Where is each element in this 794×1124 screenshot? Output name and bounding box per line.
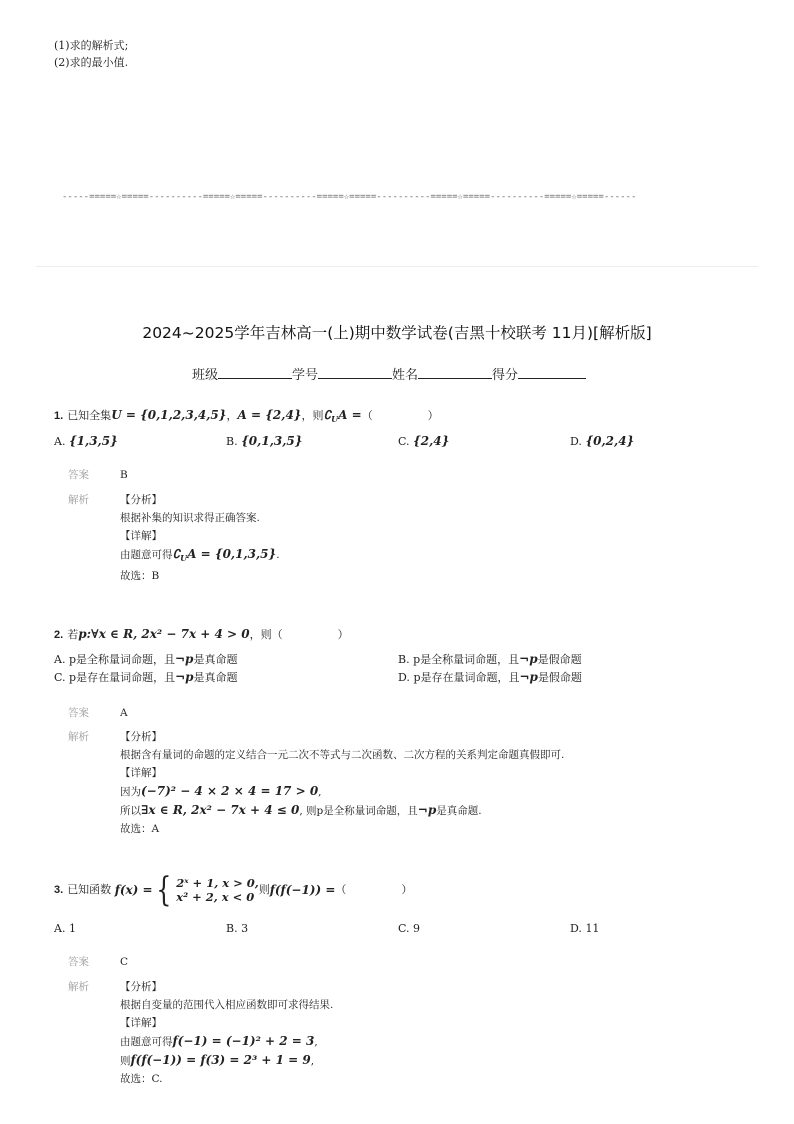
- option-text: {0,2,4}: [585, 434, 635, 448]
- option-b[interactable]: [226, 433, 302, 450]
- answer-label: 答案: [68, 707, 89, 719]
- conclusion: 故选：C.: [120, 1073, 163, 1085]
- student-info-line: [192, 364, 586, 383]
- page-divider: [36, 266, 758, 267]
- option-c[interactable]: C. p是存在量词命题，且¬p是真命题: [54, 670, 238, 684]
- analysis-heading: 【分析】: [120, 494, 162, 506]
- analysis-text: 根据自变量的范围代入相应函数即可求得结果.: [120, 999, 334, 1011]
- stem-text: 已知函数: [67, 883, 112, 896]
- score-label: 得分: [492, 368, 519, 383]
- decorative-separator: -----=====☆=====----------=====☆=====----------=====☆=====----------=====☆=====----------=====☆=====------: [62, 192, 637, 202]
- option-d[interactable]: D. 11: [570, 922, 600, 935]
- detail-line: 所以∃x ∈ R, 2x² − 7x + 4 ≤ 0, 则p是全称量词命题，且¬p是真命题.: [120, 803, 482, 817]
- option-c[interactable]: [398, 433, 449, 450]
- option-letter: D.: [570, 435, 582, 448]
- option-c[interactable]: C. 9: [398, 922, 421, 935]
- analysis-label: 解析: [68, 981, 89, 993]
- question-number: 2.: [54, 629, 64, 641]
- option-a[interactable]: [54, 433, 118, 450]
- analysis-block: [120, 491, 280, 585]
- analysis-text: 根据补集的知识求得正确答案.: [120, 512, 260, 524]
- analysis-heading: 【分析】: [120, 731, 162, 743]
- detail-line: 因为(−7)² − 4 × 2 × 4 = 17 > 0,: [120, 784, 322, 798]
- question-2-stem: [54, 625, 349, 644]
- brace-icon: {: [155, 870, 171, 910]
- top-part-2: (2)求的最小值.: [54, 56, 129, 69]
- conclusion: 故选：A: [120, 823, 160, 835]
- option-letter: C.: [398, 435, 410, 448]
- option-d[interactable]: [570, 433, 634, 450]
- detail-heading: 【详解】: [120, 1017, 162, 1029]
- option-b[interactable]: B. p是全称量词命题，且¬p是假命题: [398, 652, 582, 666]
- set-u: U = {0,1,2,3,4,5}: [111, 408, 227, 422]
- answer-label: 答案: [68, 469, 89, 481]
- top-part-1: (1)求的解析式;: [54, 39, 129, 52]
- class-label: 班级: [192, 368, 219, 383]
- option-a[interactable]: A. p是全称量词命题，且¬p是真命题: [54, 652, 238, 666]
- analysis-label: 解析: [68, 731, 89, 743]
- option-letter: B.: [226, 435, 238, 448]
- option-b[interactable]: B. 3: [226, 922, 249, 935]
- set-a: A = {2,4}: [237, 408, 302, 422]
- complement-symbol: ∁: [323, 408, 332, 422]
- answer-paren: （ ）: [361, 409, 439, 422]
- stem-text: ，则: [301, 409, 324, 422]
- id-blank[interactable]: [318, 366, 392, 379]
- question-number: 1.: [54, 410, 64, 422]
- answer-value: A: [120, 707, 128, 719]
- detail-heading: 【详解】: [120, 530, 162, 542]
- option-d[interactable]: D. p是存在量词命题，且¬p是假命题: [398, 670, 582, 684]
- question-3-stem: [54, 870, 413, 910]
- case-1: 2ˣ + 1, x > 0,: [176, 876, 259, 890]
- stem-text: 则: [258, 883, 270, 896]
- class-blank[interactable]: [218, 366, 292, 379]
- stem-text: ，: [226, 409, 238, 422]
- analysis-label: 解析: [68, 494, 89, 506]
- analysis-block: [120, 978, 333, 1088]
- option-letter: A.: [54, 435, 66, 448]
- analysis-text: 根据含有量词的命题的定义结合一元二次不等式与二次函数、二次方程的关系判定命题真假即可.: [120, 749, 565, 761]
- option-text: {0,1,3,5}: [241, 434, 303, 448]
- exam-title: 2024~2025学年吉林高一(上)期中数学试卷(吉黑十校联考 11月)[解析版]: [142, 324, 652, 342]
- id-label: 学号: [292, 368, 319, 383]
- detail-line: 由题意可得$∁_UA = \{0,1,3,5\}$.: [120, 547, 280, 564]
- question-1-stem: [54, 406, 439, 428]
- answer-value: C: [120, 956, 129, 968]
- stem-text: 若: [67, 628, 79, 641]
- question-number: 3.: [54, 884, 64, 896]
- case-2: x² + 2, x < 0: [176, 890, 255, 904]
- composite-expr: f(f(−1)) =: [269, 883, 336, 897]
- name-label: 姓名: [392, 368, 419, 383]
- answer-paren: （ ）: [335, 883, 413, 896]
- option-a[interactable]: A. 1: [54, 922, 76, 935]
- detail-line: 由题意可得f(−1) = (−1)² + 2 = 3,: [120, 1034, 318, 1048]
- var-a: A =: [338, 408, 362, 422]
- answer-label: 答案: [68, 956, 89, 968]
- conclusion: 故选：B: [120, 570, 160, 583]
- detail-heading: 【详解】: [120, 767, 162, 779]
- option-text: {2,4}: [413, 434, 450, 448]
- stem-text: ，则（ ）: [249, 628, 349, 641]
- answer-value: B: [120, 469, 128, 481]
- score-blank[interactable]: [518, 366, 586, 379]
- detail-line: 则f(f(−1)) = f(3) = 2³ + 1 = 9,: [120, 1053, 315, 1067]
- option-text: {1,3,5}: [68, 434, 118, 448]
- analysis-block: [120, 728, 564, 838]
- piecewise-function: [153, 870, 259, 910]
- function-def: f(x) =: [114, 883, 153, 897]
- subscript-u: U: [331, 414, 339, 425]
- analysis-heading: 【分析】: [120, 981, 162, 993]
- name-blank[interactable]: [418, 366, 492, 379]
- stem-text: 已知全集: [67, 409, 112, 422]
- proposition-p: p:∀x ∈ R, 2x² − 7x + 4 > 0: [78, 627, 250, 641]
